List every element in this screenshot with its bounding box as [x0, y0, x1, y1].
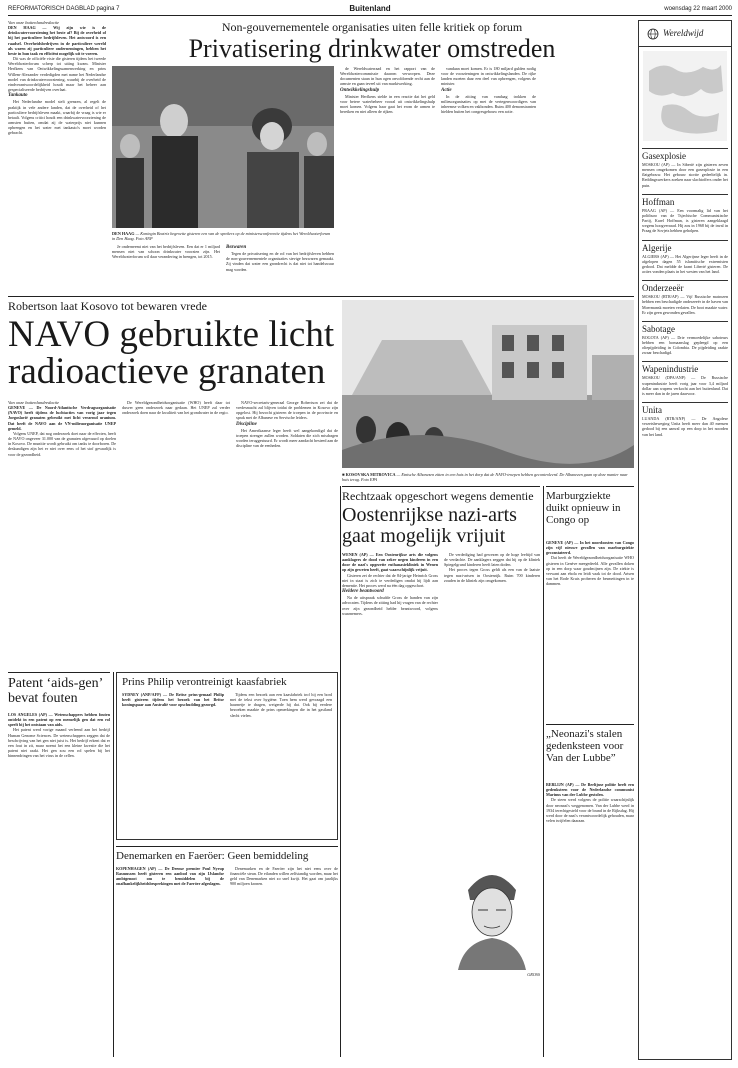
navo-caption-place: KOSOVSKA MITROVICA	[345, 472, 396, 477]
column-rule-1	[113, 672, 114, 1057]
rule-navo-top	[8, 296, 634, 297]
drinkwater-kicker: Non-gouvernementele organisaties uiten felle kritiek op forum	[221, 20, 523, 34]
denemarken-body: Denemarken en de Faeröer zijn het niet eens over de financiële steun. De eilanden willen zelfstandig worden, maar het geld van Denemarken niet zo snel kwijt. Het gaat om jaarlijks 900 miljoen kronen.	[230, 866, 338, 887]
rule-aids-top	[8, 672, 110, 673]
sidebar-items	[642, 148, 728, 1053]
navo-caption: ■ KOSOVSKA MITROVICA — Etnische Albanezen zitten in een huis in het dorp dat de NAVO-troepen hebben gecontroleerd. De Albanezen gaan op deze manier naar huis terug. Foto EPA	[342, 472, 628, 482]
header-date: woensdag 22 maart 2000	[664, 6, 732, 12]
drinkwater-body-7: vandaan moet komen. Er is 180 miljard gulden nodig voor de voorzieningen in ontwikkelingslanden. De rijke landen moeten daar een deel van opbrengen, volgens de minister.	[441, 66, 536, 87]
drinkwater-caption-credit: Foto ANP	[135, 236, 153, 241]
sidebar-item-heading: Gasexplosie	[642, 148, 728, 162]
globe-icon	[647, 27, 659, 45]
nazi-body-1: Gisteren zei de rechter dat de 84-jarige Heinrich Gross niet in staat is zich te verdedigen omdat hij lijdt aan dementie. Het proces werd na één dag opgeschort.	[342, 572, 438, 588]
lubbe-lead: BERLIJN (AP) — De Berlijnse politie heeft een gedenksteen voor de Nederlandse communist Marinus van der Lubbe gestolen.	[546, 782, 634, 798]
nazi-body-4: Het proces tegen Gross geldt als een van de laatste tegen nazi-artsen in Oostenrijk. Ruim 700 kinderen zouden in de kliniek zijn omgekomen.	[444, 567, 540, 583]
drinkwater-subhead-1: Tankauto	[8, 93, 28, 99]
sidebar-item-heading: Sabotage	[642, 321, 728, 335]
navo-caption-text: Etnische Albanezen zitten in een huis in het dorp dat de NAVO-troepen hebben gecontroleerd. De Albanezen gaan op deze manier naar huis terug.	[342, 472, 628, 482]
sidebar-item-text: MOSKOU (DPA/ANP) — De Russische wapenindustrie heeft vorig jaar voor 3,4 miljard dollar aan wapens verkocht aan het buitenland. Dat is meer dan in de jaren daarvoor.	[642, 375, 728, 396]
drinkwater-lead: DEN HAAG — Wij zijn wie is de drinkwatervoorziening het beste af? Bij de overheid of bij het particuliere bedrijfsleven. Het antwoord is een raadsel. Overheidsbedrijven in de particuliere wereld als waren zij particuliere ondernemingen, hebben het beste in hun taak en efficiënt mogelijk uit te voeren.	[8, 25, 106, 56]
lubbe-text	[546, 782, 634, 1057]
drinkwater-body-8: In de zitting van vandaag trokken de milieuorganisaties op met de vertegenwoordigers van inheemse volken en vakbonden. Ruim 400 demonstranten hielden buiten het congresgebouw een actie.	[441, 93, 536, 115]
square-bullet-icon: ■	[342, 472, 345, 477]
sidebar-item-heading: Hoffman	[642, 194, 728, 208]
drinkwater-headline: Privatisering drinkwater omstreden	[188, 34, 556, 63]
drinkwater-col-4	[340, 66, 435, 292]
lubbe-body: De steen werd volgens de politie waarschijnlijk door neonazi's weggenomen. Van der Lubbe werd in 1934 terechtgesteld voor de brand in de Rijksdag. Hij werd door de nazi's verantwoordelijk gehouden, maar velen twijfelen daaraan.	[546, 797, 634, 824]
sidebar-item	[642, 194, 728, 234]
nazi-headline: Oostenrijkse nazi-arts gaat mogelijk vrijuit	[342, 504, 517, 547]
drinkwater-caption: DEN HAAG — Koningin Beatrix begroette gisteren een van de sprekers op de ministersconferentie tijdens het Wereldwaterforum in Den Haag. Foto ANP	[112, 231, 331, 241]
sidebar-item-text: ALGIERS (AP) — Het Algerijnse leger heeft in de afgelopen dagen 55 islamitische extremisten gedood. Dat meldde de krant Liberté gisteren. De acties vonden plaats in het westen van het land.	[642, 253, 728, 275]
column-rule-2	[340, 486, 341, 1057]
aids-text	[8, 712, 110, 1057]
drinkwater-body-1: Dit was de officiële visie die gisteren tijdens het tweede Wereldwaterforum scherp tot uiting kwam. Minister Herfkens van Ontwikkelingssamenwerking en prins Willem-Alexander verdedigden met name het Nederlandse model van drinkwatervoorziening, waarbij de overheid de eindverantwoordelijkheid houdt maar het beheer aan gespecialiseerde bedrijven overlaat.	[8, 56, 106, 93]
drinkwater-subhead-3: Ontwikkelingshulp	[340, 87, 380, 93]
marburg-text	[546, 540, 634, 720]
aids-lead: LOS ANGELES (AP) — Wetenschappers hebben fouten ontdekt in een patent op een menselijk gen dat een rol speelt bij het ontstaan van aids.	[8, 712, 110, 728]
nazi-body-2: Na de uitspraak schudde Gross de handen van zijn advocaten. Tijdens de zitting had hij vragen van de rechter over zijn gezondheid helder beantwoord, volgens waarnemers.	[342, 595, 438, 616]
navo-headline: NAVO gebruikte licht radioactieve granaten	[8, 314, 335, 392]
rule-lubbe-top	[546, 724, 634, 725]
navo-lead: GENEVE — De Noord-Atlantische Verdragsorganisatie (NAVO) heeft tijdens de luchtacties van vorig jaar tegen Joegoslavië granaten gebruikt met licht verarmd uranium. Dat heeft de NAVO aan de VN-milieuorganisatie UNEP gemeld.	[8, 405, 116, 431]
sidebar-item	[642, 280, 728, 315]
sidebar-item-heading: Wapenindustrie	[642, 361, 728, 375]
sidebar-item-text: MOSKOU (AP) — In Siberië zijn gisteren zeven mensen omgekomen door een gasexplosie in een flatgebouw. Het gebouw stortte gedeeltelijk in. Reddingswerkers zoeken naar slachtoffers onder het puin.	[642, 162, 728, 188]
denemarken-col-2	[230, 866, 338, 1057]
rule-marburg-top	[546, 486, 634, 487]
sidebar-item	[642, 148, 728, 188]
drinkwater-body-5: de Wereldwaterraad en het rapport van de Wereldwatercommissie daarom verworpen. Deze documenten staan in hun ogen onvoldoende recht aan de armste en gaan teveel uit van marktwerking.	[340, 66, 435, 87]
gross-drawing	[444, 850, 540, 970]
drinkwater-col-3	[226, 244, 334, 292]
philip-col-2	[230, 692, 332, 836]
navo-photo-art	[342, 300, 634, 468]
denemarken-col-1	[116, 866, 224, 1057]
navo-body-4: Het Amerikaanse leger heeft wel aangekondigd dat de troepen strenger zullen worden. Soldaten die zich misdragen worden teruggestuurd. Er wordt meer aandacht besteed aan de discipline van de eenheden.	[236, 427, 338, 449]
drinkwater-body-6: Minister Herfkens stelde in een reactie dat het geld voor betere waterbeheer vooral uit ontwikkelingshulp moet komen. Volgens haar gaat het erom de armen te bereiken en niet alleen de rijken.	[340, 93, 435, 115]
drinkwater-body-2: Het Nederlandse model stelt grenzen, al regelt de praktijk in vele andere landen, dat de overheid of het particuliere bedrijfsleven maakt, waarbij de vraag is wie er betaalt. Volgens critici houdt een drinkwatervoorziening de armsten buiten, omdat zij de waterprijs niet kunnen opbrengen en het water met tankauto's moet worden gebracht.	[8, 99, 106, 136]
lubbe-headline: „Neonazi's stalen gedenksteen voor Van der Lubbe”	[546, 728, 624, 764]
philip-lead: SYDNEY (ANP/AFP) — De Britse prins-gemaal Philip heeft gisteren tijdens het bezoek van het Britse koningspaar aan Australië voor opschudding gezorgd.	[122, 692, 224, 708]
sidebar-item-text: LUANDA (RTR/ANP) — De Angolese verzetsbeweging Unita heeft meer dan 40 mensen gedood bij een aanval op een dorp in het noorden van het land.	[642, 416, 728, 437]
navo-byline: Van onze buitenlandredactie	[8, 400, 60, 405]
marburg-headline: Marburgziekte duikt opnieuw in Congo op	[546, 490, 621, 526]
marburg-body: Dat heeft de Wereldgezondheidsorganisatie WHO gisteren in Genève meegedeeld. Alle gevallen doken op in een dorp waar goudmijnen zijn. De ziekte is verwant aan ebola en leidt vaak tot de dood. Artsen van het Rode Kruis proberen de besmettingen in te dammen.	[546, 555, 634, 587]
navo-col-1	[8, 400, 116, 668]
aids-headline: Patent ‘aids-gen’ bevat fouten	[8, 676, 103, 706]
page-header	[8, 4, 732, 16]
philip-body: Tijdens een bezoek aan een kaasfabriek trof hij een bord met de tekst over hygiëne. Toen hem werd gevraagd een haarnetje te dragen, weigerde hij dat. Ook bij eerdere bezoeken maakte de prins opmerkingen die in het gastland slecht vielen.	[230, 692, 332, 718]
philip-headline: Prins Philip verontreinigt kaasfabriek	[122, 676, 287, 688]
drinkwater-subhead-2: Bezwaren	[226, 245, 247, 250]
navo-subhead-1: Discipline	[236, 421, 257, 427]
marburg-lead: GENEVE (AP) — In het noordoosten van Congo zijn vijf nieuwe gevallen van marburgziekte geconstateerd.	[546, 540, 634, 556]
navo-col-3	[236, 400, 338, 668]
drinkwater-photo	[112, 66, 334, 228]
drinkwater-caption-place: DEN HAAG	[112, 231, 135, 236]
column-rule-3	[543, 486, 544, 1057]
sidebar-title-bar	[639, 21, 731, 47]
navo-body-2: De Wereldgezondheidsorganisatie (WHO) heeft daar tot dusver geen onderzoek naar gedaan. Het UNEP zal verder onderzoek doen naar de kwaliteit van het grondwater in de regio.	[122, 400, 230, 416]
sidebar-item-text: MOSKOU (RTR/AP) — Vijf Russische matrozen hebben een beschadigde onderzeeër in de haven van Moermansk moeten verlaten. De boot maakte water. Er zijn geen gewonden gevallen.	[642, 294, 728, 315]
header-section: Buitenland	[349, 4, 391, 13]
navo-kicker: Robertson laat Kosovo tot bewaren vrede	[8, 299, 207, 313]
nazi-subhead-1: Heldere beantwoord	[342, 589, 384, 595]
sidebar-item	[642, 321, 728, 356]
navo-body-1: Volgens UNEP, dat nog onderzoek doet naar de effecten, heeft de NAVO ongeveer 31.000 van de granaten afgevuurd op doelen in Kosovo. De munitie wordt gebruikt om tanks te doorboren. De deskundigen zijn het er niet over eens of het stof gevaarlijk is voor de gezondheid.	[8, 430, 116, 457]
navo-caption-credit: Foto EPA	[360, 477, 378, 482]
drinkwater-left-column	[8, 20, 106, 292]
navo-photo	[342, 300, 634, 468]
navo-col-2	[122, 400, 230, 668]
drinkwater-body-3: Je onderneemt niet van het bedrijfsleven. Een dat er 1 miljard mensen niet van schoon drinkwater voorzien zijn. Het Wereldwaterforum wil daar verandering in brengen, tot 2015.	[112, 244, 220, 260]
drinkwater-subhead-4: Actie	[441, 87, 452, 93]
sidebar-item	[642, 402, 728, 437]
sidebar-item-heading: Unita	[642, 402, 728, 416]
drinkwater-caption-text: Koningin Beatrix begroette gisteren een van de sprekers op de ministersconferentie tijdens het Wereldwaterforum in Den Haag.	[112, 231, 331, 241]
drinkwater-col-5	[441, 66, 536, 292]
philip-col-1	[122, 692, 224, 836]
nazi-kicker: Rechtzaak opgeschort wegens dementie	[342, 489, 534, 503]
nazi-body-3: De verdediging had gewezen op de hoge leeftijd van de verdachte. De aanklagers zeggen dat hij op de kliniek Spiegelgrund kinderen heeft laten doden.	[444, 552, 540, 568]
sidebar-map-image	[643, 51, 727, 141]
aids-body: Het patent werd vorige maand verleend aan het bedrijf Human Genome Sciences. De wetenschappers zeggen dat de beschrijving van het gen niet juist is. Het bedrijf erkent dat er een fout in zit, maar noemt het een kleine kwestie die het patent niet raakt. Het gen zou een rol spelen bij het binnendringen van het virus in de cellen.	[8, 727, 110, 759]
rule-denemarken-top	[116, 846, 338, 847]
denemarken-headline: Denemarken en Faeröer: Geen bemiddeling	[116, 850, 309, 862]
sidebar-item-text: PRAAG (AP) — Een voormalig lid van het politburo van de Tsjechische Communistische Partij, Karel Hoffman, is gisteren aangeklaagd wegens hoogverraad. Hij zou in 1968 bij de inval in Praag de Sovjets hebben geholpen.	[642, 207, 728, 234]
drinkwater-byline: Van onze buitenlandredactie	[8, 20, 60, 25]
sidebar-item	[642, 361, 728, 396]
nazi-col-2	[444, 552, 540, 842]
navo-body-3: NAVO-secretaris-generaal George Robertson zei dat de vredesmacht zal blijven totdat de problemen in Kosovo zijn opgelost. Hij bezocht gisteren de troepen in de provincie en sprak met de Albanese en Servische leiders.	[236, 400, 338, 421]
drinkwater-col-2	[112, 244, 220, 292]
denemarken-lead: KOPENHAGEN (AP) — De Deense premier Poul Nyrup Rasmussen heeft gisteren een aanbod van zijn IJslandse ambtgenoot om te bemiddelen bij de onafhankelijkheidsbesprekingen met de Faeröer afgeslagen.	[116, 866, 224, 887]
header-paper-name: REFORMATORISCH DAGBLAD pagina 7	[8, 6, 120, 12]
sidebar-item-heading: Algerije	[642, 240, 728, 254]
sidebar-item	[642, 240, 728, 275]
sidebar-item-heading: Onderzeeër	[642, 280, 728, 294]
gross-drawing-credit: GROSS	[527, 972, 540, 977]
nazi-lead: WENEN (AP) — Een Oostenrijkse arts die volgens aanklagers de dood van zeker negen kinderen in een door de nazi's opgezette euthanasiekliniek in Wenen op zijn geweten heeft, gaat waarschijnlijk vrijuit.	[342, 552, 438, 573]
sidebar-title: Wereldwijd	[663, 28, 704, 38]
drinkwater-body-4: Tegen de privatisering en de rol van het bedrijfsleven hebben de non-gouvernementele organisaties stevige bezwaren gemaakt. Zij vinden dat water een grondrecht is dat niet tot handelswaar mag worden.	[226, 251, 334, 272]
sidebar-item-text: BOGOTA (AP) — Drie vermoedelijke saboteurs hebben een bomaanslag gepleegd op een oliepijpleiding in Colombia. De pijpleiding raakte zwaar beschadigd.	[642, 334, 728, 356]
drinkwater-photo-art	[112, 66, 334, 228]
nazi-col-1	[342, 552, 438, 1057]
rule-nazi-top	[342, 486, 540, 487]
